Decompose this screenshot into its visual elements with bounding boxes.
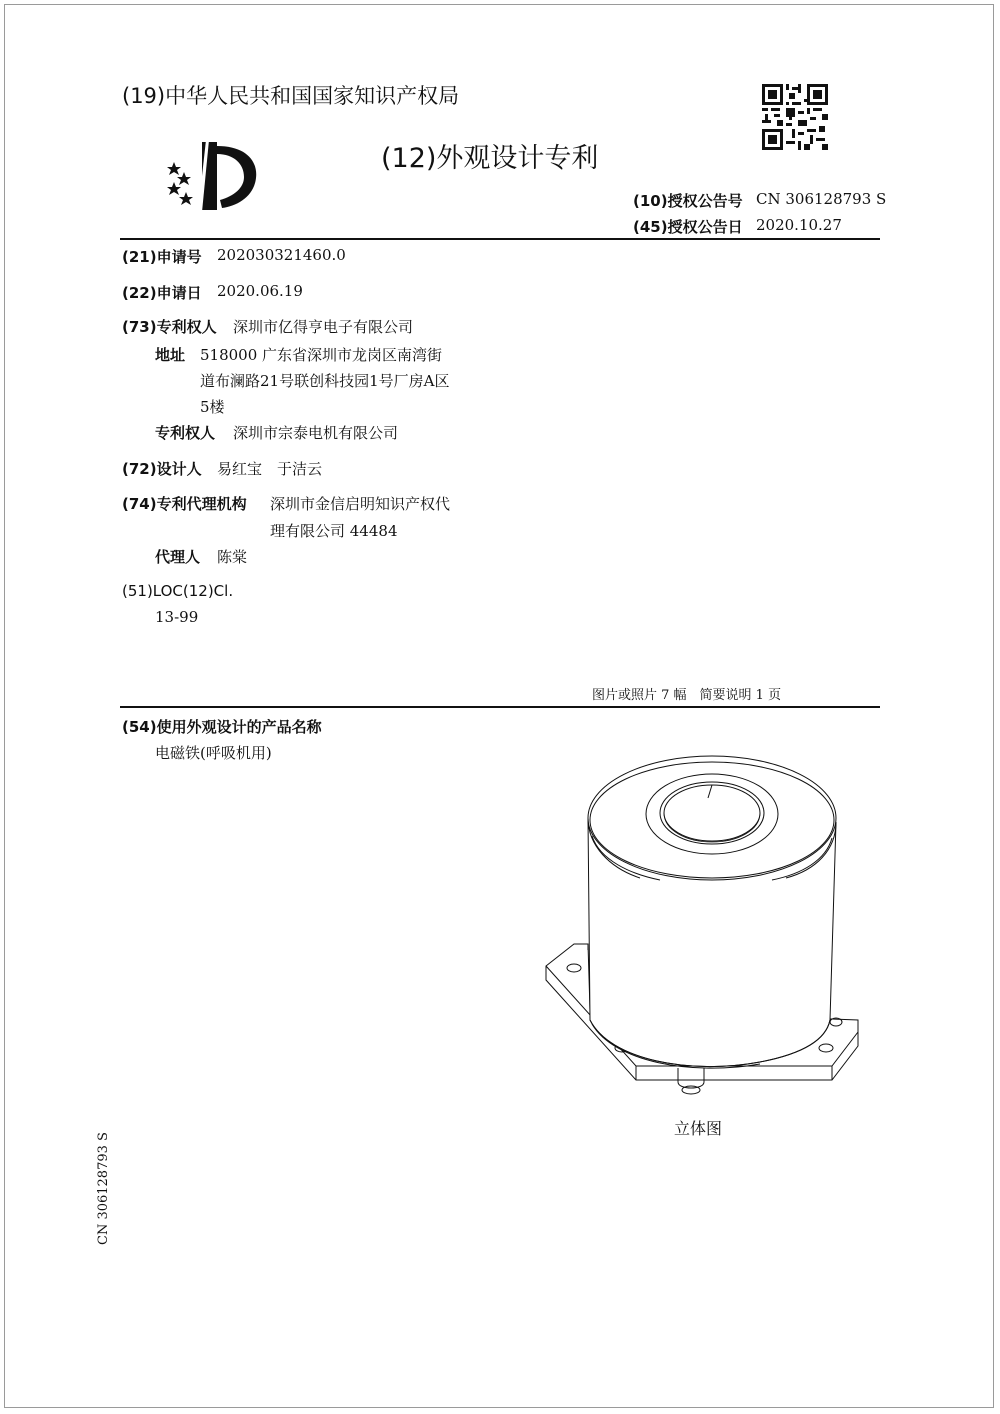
agent-value: 陈棠 xyxy=(217,548,248,566)
address-line-2: 道布澜路21号联创科技园1号厂房A区 xyxy=(200,372,450,390)
app-date-value: 2020.06.19 xyxy=(217,282,303,300)
figure-caption: 立体图 xyxy=(674,1119,723,1138)
agent-label: 代理人 xyxy=(155,548,201,566)
summary-divider xyxy=(120,706,880,708)
cnipa-logo xyxy=(162,134,262,214)
loc-label: (51)LOC(12)Cl. xyxy=(122,582,234,600)
address-label: 地址 xyxy=(155,346,186,364)
loc-value: 13-99 xyxy=(155,608,199,626)
agency-label: (74)专利代理机构 xyxy=(122,495,247,513)
owner-label: (73)专利权人 xyxy=(122,318,217,336)
owner2-value: 深圳市宗泰电机有限公司 xyxy=(233,424,399,442)
owner-value: 深圳市亿得亨电子有限公司 xyxy=(233,318,414,336)
designer-label: (72)设计人 xyxy=(122,460,202,478)
pub-date-value: 2020.10.27 xyxy=(756,216,842,234)
document-type: (12)外观设计专利 xyxy=(381,143,599,174)
pub-no-value: CN 306128793 S xyxy=(756,190,887,208)
design-drawing xyxy=(540,750,860,1100)
office-name: (19)中华人民共和国国家知识产权局 xyxy=(122,84,460,108)
app-no-label: (21)申请号 xyxy=(122,248,202,266)
side-publication-code: CN 306128793 S xyxy=(96,1132,111,1245)
agency-line-2: 理有限公司 44484 xyxy=(270,522,398,540)
pages-summary: 图片或照片 7 幅 简要说明 1 页 xyxy=(592,688,782,703)
product-name: 电磁铁(呼吸机用) xyxy=(155,744,272,762)
agency-line-1: 深圳市金信启明知识产权代 xyxy=(270,495,451,513)
address-line-1: 518000 广东省深圳市龙岗区南湾街 xyxy=(200,346,443,364)
qr-code-icon xyxy=(762,84,828,150)
product-title-label: (54)使用外观设计的产品名称 xyxy=(122,718,322,736)
designer-value: 易红宝 于洁云 xyxy=(217,460,323,478)
owner2-label: 专利权人 xyxy=(155,424,216,442)
pub-date-label: (45)授权公告日 xyxy=(633,218,743,236)
app-no-value: 202030321460.0 xyxy=(217,246,346,264)
header-divider xyxy=(120,238,880,240)
app-date-label: (22)申请日 xyxy=(122,284,202,302)
address-line-3: 5楼 xyxy=(200,398,225,416)
pub-no-label: (10)授权公告号 xyxy=(633,192,743,210)
